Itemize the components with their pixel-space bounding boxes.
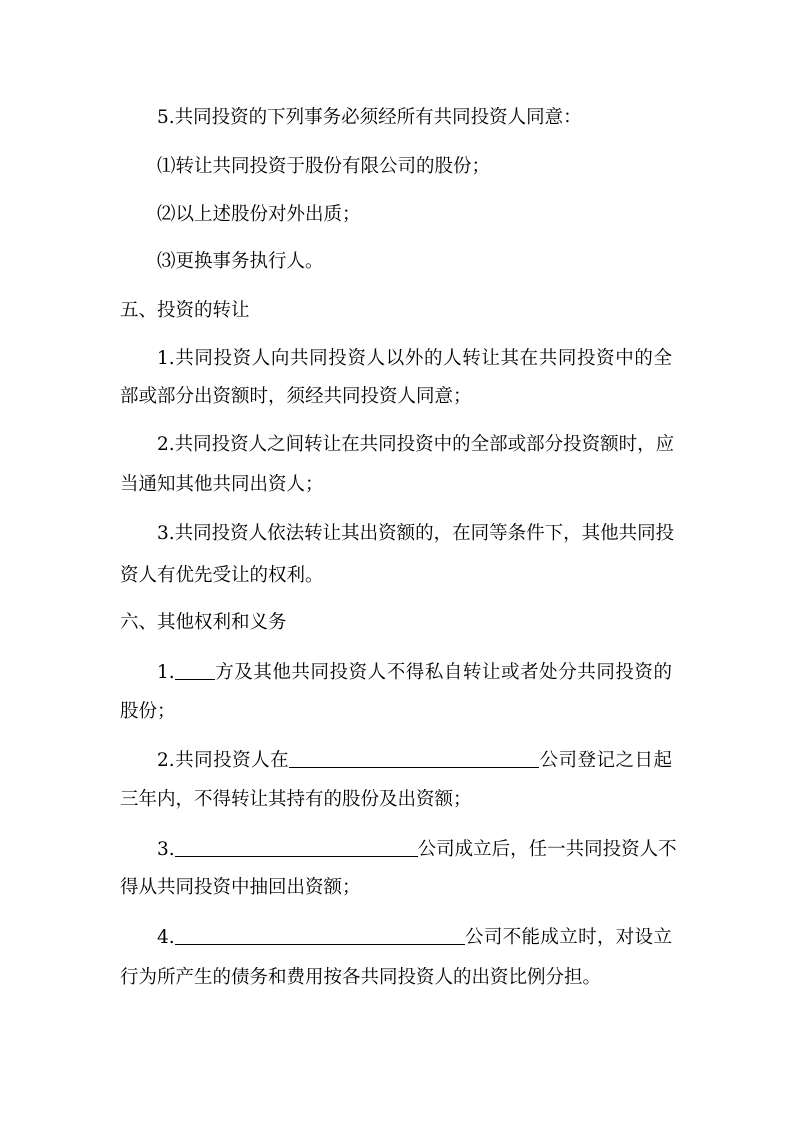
party-blank-field[interactable]: [175, 659, 215, 680]
section-six-item-1-line-2: 股份；: [120, 701, 176, 722]
item-3-text: 公司成立后，任一共同投资人不: [417, 839, 677, 860]
section-six-item-2-line-1: [157, 747, 672, 773]
section-five-item-2-line-2: 当通知其他共同出资人；: [120, 474, 324, 495]
section-six-heading: 六、其他权利和义务: [120, 612, 287, 633]
item-4-text: 公司不能成立时，对设立: [464, 927, 672, 948]
clause-5-heading: 5.共同投资的下列事务必须经所有共同投资人同意：: [157, 107, 582, 128]
item-3-number: 3.: [157, 839, 175, 860]
section-five-item-3-line-1: 3.共同投资人依法转让其出资额的，在同等条件下，其他共同投: [157, 523, 675, 544]
clause-5-sub-2: ⑵以上述股份对外出质；: [157, 204, 361, 225]
clause-5-sub-3: ⑶更换事务执行人。: [157, 251, 324, 272]
company-name-blank-1[interactable]: [289, 747, 539, 768]
section-five-heading: 五、投资的转让: [120, 300, 250, 321]
section-five-item-1-line-1: 1.共同投资人向共同投资人以外的人转让其在共同投资中的全: [157, 348, 672, 369]
item-4-number: 4.: [157, 927, 175, 948]
item-2-text-start: 2.共同投资人在: [157, 750, 290, 771]
item-1-text: 方及其他共同投资人不得私自转让或者处分共同投资的: [214, 662, 672, 683]
section-five-item-2-line-1: 2.共同投资人之间转让在共同投资中的全部或部分投资额时，应: [157, 434, 675, 455]
item-1-number: 1.: [157, 662, 175, 683]
section-six-item-1-line-1: [157, 659, 672, 685]
section-six-item-3-line-2: 得从共同投资中抽回出资额；: [120, 877, 361, 898]
company-name-blank-3[interactable]: [175, 924, 465, 945]
section-six-item-3-line-1: [157, 836, 677, 862]
section-six-item-2-line-2: 三年内，不得转让其持有的股份及出资额；: [120, 789, 472, 810]
company-name-blank-2[interactable]: [175, 836, 418, 857]
item-2-text-end: 公司登记之日起: [539, 750, 672, 771]
section-six-item-4-line-1: [157, 924, 672, 950]
section-five-item-3-line-2: 资人有优先受让的权利。: [120, 565, 324, 586]
section-six-item-4-line-2: 行为所产生的债务和费用按各共同投资人的出资比例分担。: [120, 967, 602, 988]
clause-5-sub-1: ⑴转让共同投资于股份有限公司的股份；: [157, 156, 491, 177]
section-five-item-1-line-2: 部或部分出资额时，须经共同投资人同意；: [120, 386, 472, 407]
